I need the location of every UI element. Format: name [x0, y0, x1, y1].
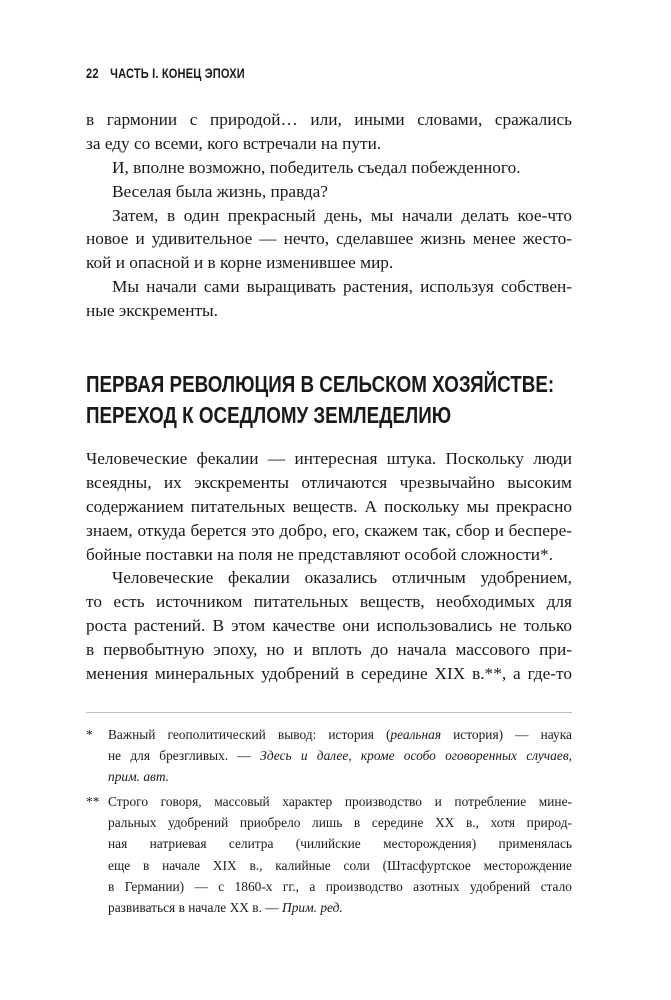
footnote-italic: Здесь и далее, кроме особо оговоренных случаев, [260, 748, 572, 764]
text-line: всеядны, их экскременты отличаются чрезвычайно высоким [86, 472, 572, 492]
text-line: в гармонии с природой… или, иными словами, сражались [86, 110, 572, 129]
footnote-mark: * [86, 727, 93, 742]
page-number: 22 [86, 66, 99, 81]
footnote-line: еще в начале XIX в., калийные соли (Штасфуртское месторождение [108, 857, 572, 873]
text-line: кой и опасной и в корне изменившее мир. [86, 253, 394, 273]
footnote-line [108, 724, 572, 745]
footnote-line: Строго говоря, массовый характер производство и потребление мине- [108, 794, 572, 809]
text-line: новое и удивительное — нечто, сделавшее жизнь менее жесто- [86, 229, 572, 249]
footnote-text: Важный геополитический вывод: история ( [108, 727, 391, 742]
footnote-text: история) — наука [441, 727, 573, 742]
footnote-italic: прим. авт. [108, 769, 170, 785]
text-line: Человеческие фекалии оказались отличным удобрением, [112, 568, 572, 588]
text-line: за еду со всеми, кого встречали на пути. [86, 133, 382, 153]
section-heading-line: ПЕРВАЯ РЕВОЛЮЦИЯ В СЕЛЬСКОМ ХОЗЯЙСТВЕ: [86, 371, 555, 397]
text-line: бойные поставки на поля не представляют особой сложности*. [86, 544, 553, 564]
footnote-mark: ** [86, 794, 100, 809]
text-line: роста растений. В этом качестве они использовались не только [86, 616, 572, 636]
text-line: Затем, в один прекрасный день, мы начали делать кое-что [112, 205, 572, 225]
text-line: Человеческие фекалии — интересная штука. Поскольку люди [86, 449, 572, 468]
footnote-line: в Германии) — с 1860-х гг., а производство азотных удобрений стало [108, 878, 572, 894]
section-heading [86, 369, 554, 431]
footnote-divider [86, 712, 572, 713]
text-line: менения минеральных удобрений в середине XIX в.**, а где-то [86, 664, 572, 684]
footnote-line [108, 766, 572, 787]
text-line: ные экскременты. [86, 301, 218, 321]
text-line: то есть источником питательных веществ, необходимых для [86, 592, 572, 612]
text-line: содержанием питательных веществ. А поскольку мы прекрасно [86, 496, 572, 516]
text-block-top [86, 108, 572, 323]
text-line: И, вполне возможно, победитель съедал побежденного. [112, 157, 521, 177]
footnote-italic: Прим. ред. [282, 899, 343, 915]
footnote-line: ральных удобрений приобрело лишь в середине XX в., хотя природ- [108, 815, 572, 831]
text-line: знаем, откуда берется это добро, его, скажем так, сбор и беспере- [86, 520, 572, 540]
running-head [86, 66, 245, 81]
footnote-line: ная натриевая селитра (чилийские месторождения) применялась [108, 836, 572, 852]
footnote-italic: реальная [390, 727, 442, 742]
chapter-title: ЧАСТЬ I. КОНЕЦ ЭПОХИ [110, 66, 245, 81]
text-line: Мы начали сами выращивать растения, используя собствен- [112, 277, 572, 297]
footnote-text: не для брезгливых. — [108, 748, 261, 764]
text-line: в первобытную эпоху, но и вплоть до начала массового при- [86, 640, 572, 660]
text-block-bottom [86, 447, 572, 686]
section-heading-line: ПЕРЕХОД К ОСЕДЛОМУ ЗЕМЛЕДЕЛИЮ [86, 402, 452, 428]
footnote-line [108, 897, 572, 918]
footnote-text: развиваться в начале XX в. — [108, 899, 283, 915]
footnote-line [108, 745, 572, 766]
text-line: Веселая была жизнь, правда? [112, 181, 328, 201]
